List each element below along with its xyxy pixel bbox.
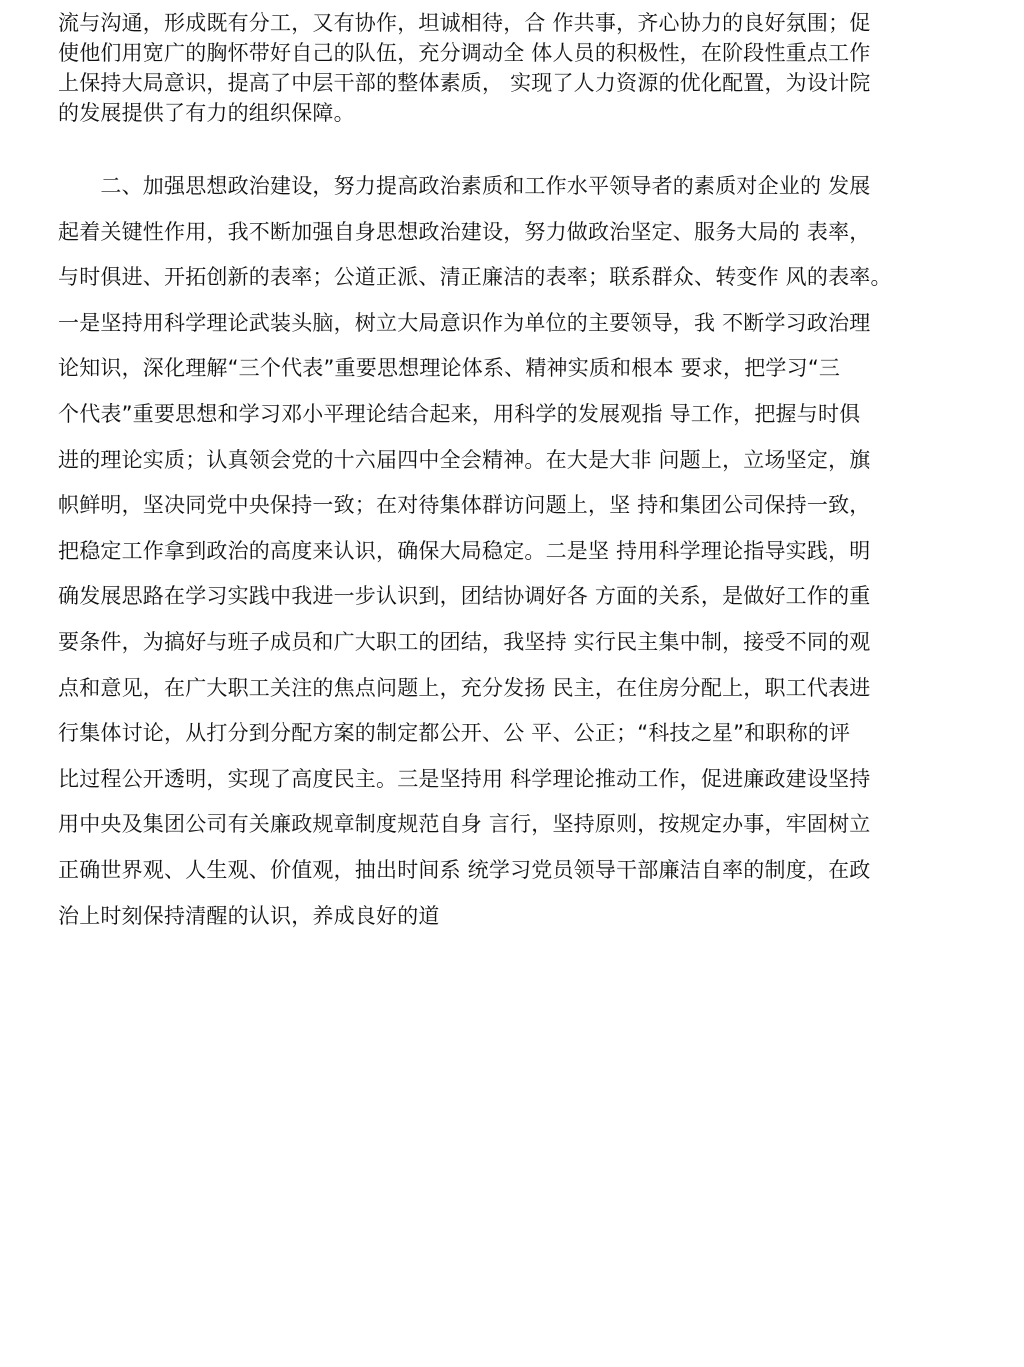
text-line: 一是坚持用科学理论武装头脑，树立大局意识作为单位的主要领导，我 不断学习政治理 bbox=[58, 310, 871, 335]
text-line: 治上时刻保持清醒的认识，养成良好的道 bbox=[58, 903, 440, 928]
text-line: 行集体讨论，从打分到分配方案的制定都公开、公 平、公正；“科技之星”和职称的评 bbox=[58, 721, 851, 746]
text-line: 起着关键性作用，我不断加强自身思想政治建设，努力做政治坚定、服务大局的 表率， bbox=[58, 219, 871, 244]
text-line: 进的理论实质；认真领会党的十六届四中全会精神。在大是大非 问题上，立场坚定，旗 bbox=[58, 447, 871, 472]
text-line: 把稳定工作拿到政治的高度来认识，确保大局稳定。二是坚 持用科学理论指导实践，明 bbox=[58, 538, 871, 563]
text-line: 的发展提供了有力的组织保障。 bbox=[58, 101, 355, 125]
text-line: 比过程公开透明，实现了高度民主。三是坚持用 科学理论推动工作，促进廉政建设坚持 bbox=[58, 766, 871, 791]
text-line: 要条件，为搞好与班子成员和广大职工的团结，我坚持 实行民主集中制，接受不同的观 bbox=[58, 629, 871, 654]
paragraph-continuation bbox=[58, 8, 988, 128]
text-line: 正确世界观、人生观、价值观，抽出时间系 统学习党员领导干部廉洁自率的制度，在政 bbox=[58, 857, 871, 882]
text-line: 点和意见，在广大职工关注的焦点问题上，充分发扬 民主，在住房分配上，职工代表进 bbox=[58, 675, 871, 700]
text-line: 与时俱进、开拓创新的表率；公道正派、清正廉洁的表率；联系群众、转变作 风的表率。 bbox=[58, 265, 892, 290]
text-line: 论知识，深化理解“三个代表”重要思想理论体系、精神实质和根本 要求，把学习“三 bbox=[58, 356, 841, 381]
text-line: 使他们用宽广的胸怀带好自己的队伍，充分调动全 体人员的积极性，在阶段性重点工作 bbox=[58, 41, 871, 65]
text-line: 流与沟通，形成既有分工，又有协作，坦诚相待，合 作共事，齐心协力的良好氛围；促 bbox=[58, 11, 871, 35]
text-line: 确发展思路在学习实践中我进一步认识到，团结协调好各 方面的关系，是做好工作的重 bbox=[58, 584, 871, 609]
text-line: 用中央及集团公司有关廉政规章制度规范自身 言行，坚持原则，按规定办事，牢固树立 bbox=[58, 812, 871, 837]
text-line: 个代表”重要思想和学习邓小平理论结合起来，用科学的发展观指 导工作，把握与时俱 bbox=[58, 401, 861, 426]
text-line: 上保持大局意识，提高了中层干部的整体素质， 实现了人力资源的优化配置，为设计院 bbox=[58, 71, 871, 95]
text-line: 帜鲜明，坚决同党中央保持一致；在对待集体群访问题上，坚 持和集团公司保持一致， bbox=[58, 493, 871, 518]
paragraph-political-building bbox=[58, 164, 988, 939]
text-line: 二、加强思想政治建设，努力提高政治素质和工作水平领导者的素质对企业的 发展 bbox=[58, 174, 871, 198]
